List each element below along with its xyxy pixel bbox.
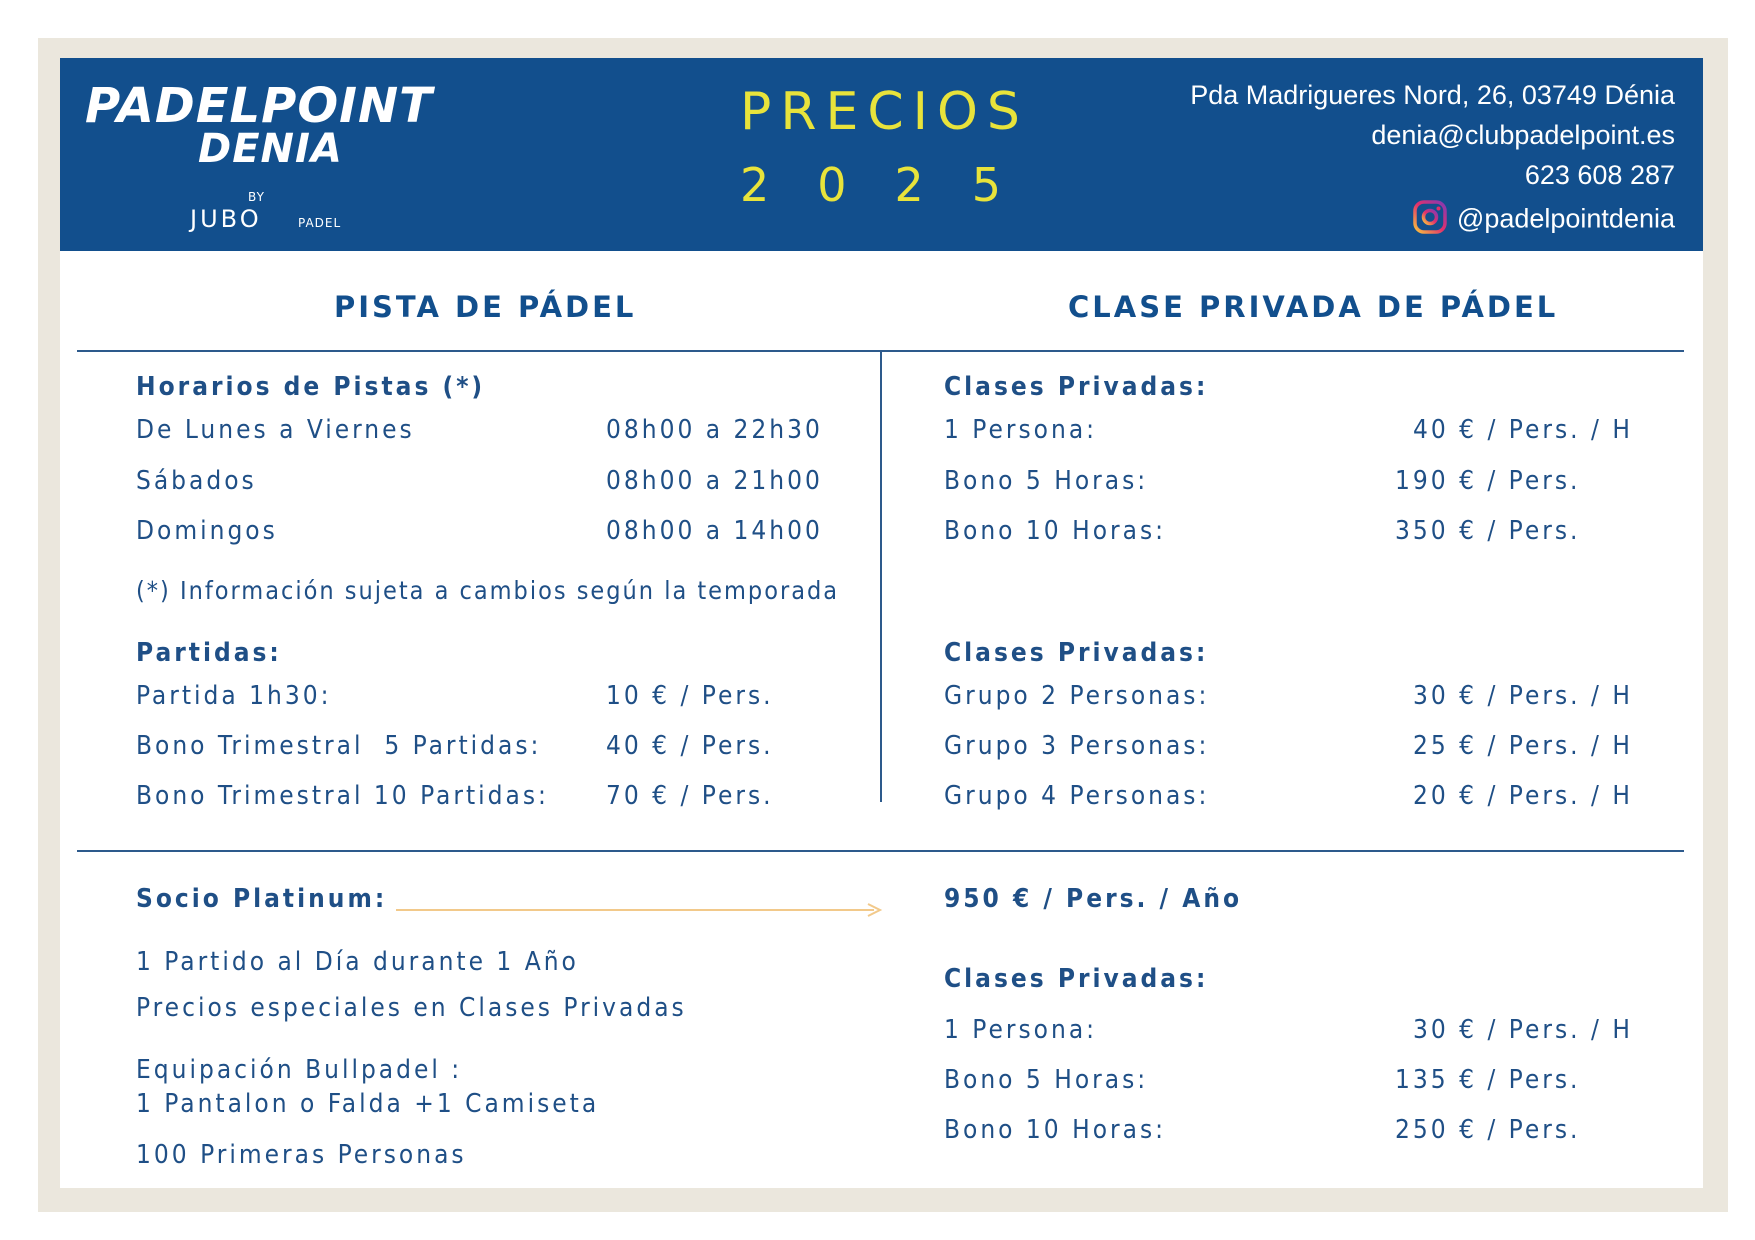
socio-clase-label: Bono 5 Horas: <box>944 1065 1149 1095</box>
partida-price: 70 € / Pers. <box>606 781 774 811</box>
horario-value: 08h00 a 22h30 <box>606 415 823 445</box>
horario-value: 08h00 a 14h00 <box>606 516 823 546</box>
horarios-heading: Horarios de Pistas (*) <box>136 372 486 402</box>
arrow-icon <box>396 900 886 920</box>
clases-heading: Clases Privadas: <box>944 638 1209 668</box>
clase-price: 20 € / Pers. / H <box>1413 781 1633 811</box>
page-title: PRECIOS <box>740 82 1029 142</box>
logo-padel: PADEL <box>298 216 342 230</box>
partida-price: 40 € / Pers. <box>606 731 774 761</box>
partida-label: Bono Trimestral 5 Partidas: <box>136 731 542 761</box>
clase-label: Bono 10 Horas: <box>944 516 1167 546</box>
clase-label: 1 Persona: <box>944 415 1098 445</box>
clase-label: Grupo 2 Personas: <box>944 681 1210 711</box>
socio-benefit: 1 Pantalon o Falda +1 Camiseta <box>136 1089 600 1119</box>
clase-price: 25 € / Pers. / H <box>1413 731 1633 761</box>
divider-vertical <box>880 352 882 802</box>
clase-price: 40 € / Pers. / H <box>1413 415 1633 445</box>
divider-bottom <box>77 850 1684 852</box>
horario-label: Sábados <box>136 466 257 496</box>
partidas-heading: Partidas: <box>136 638 282 668</box>
socio-benefit: 100 Primeras Personas <box>136 1140 467 1170</box>
clase-price: 350 € / Pers. <box>1395 516 1581 546</box>
horario-label: De Lunes a Viernes <box>136 415 415 445</box>
socio-heading: Socio Platinum: <box>136 884 388 914</box>
contact-address: Pda Madrigueres Nord, 26, 03749 Dénia <box>1190 80 1675 110</box>
clases-heading: Clases Privadas: <box>944 372 1209 402</box>
logo-by: BY <box>248 190 265 204</box>
clase-label: Grupo 3 Personas: <box>944 731 1210 761</box>
instagram-icon <box>1413 200 1447 241</box>
contact-instagram[interactable] <box>1413 200 1675 241</box>
socio-benefit: Precios especiales en Clases Privadas <box>136 993 687 1023</box>
socio-clases-heading: Clases Privadas: <box>944 964 1209 994</box>
partida-label: Bono Trimestral 10 Partidas: <box>136 781 549 811</box>
contact-email[interactable]: denia@clubpadelpoint.es <box>1371 120 1675 150</box>
socio-clase-label: Bono 10 Horas: <box>944 1115 1167 1145</box>
clase-label: Grupo 4 Personas: <box>944 781 1210 811</box>
socio-price: 950 € / Pers. / Año <box>944 884 1243 914</box>
logo-jubo: JUBO <box>190 205 262 233</box>
horarios-note: (*) Información sujeta a cambios según la temporada <box>136 576 840 605</box>
socio-benefit: Equipación Bullpadel : <box>136 1055 463 1085</box>
socio-clase-label: 1 Persona: <box>944 1015 1098 1045</box>
socio-clase-price: 135 € / Pers. <box>1395 1065 1581 1095</box>
horario-label: Domingos <box>136 516 278 546</box>
partida-label: Partida 1h30: <box>136 681 332 711</box>
instagram-handle: @padelpointdenia <box>1456 203 1675 234</box>
logo-denia: DENIA <box>198 126 343 172</box>
clase-price: 30 € / Pers. / H <box>1413 681 1633 711</box>
section-title-clase: CLASE PRIVADA DE PÁDEL <box>1068 290 1559 324</box>
socio-clase-price: 250 € / Pers. <box>1395 1115 1581 1145</box>
contact-phone[interactable]: 623 608 287 <box>1524 160 1675 190</box>
partida-price: 10 € / Pers. <box>606 681 774 711</box>
clase-label: Bono 5 Horas: <box>944 466 1149 496</box>
socio-clase-price: 30 € / Pers. / H <box>1413 1015 1633 1045</box>
clase-price: 190 € / Pers. <box>1395 466 1581 496</box>
section-title-pista: PISTA DE PÁDEL <box>334 290 637 324</box>
page-year: 2025 <box>740 158 1050 212</box>
horario-value: 08h00 a 21h00 <box>606 466 823 496</box>
socio-benefit: 1 Partido al Día durante 1 Año <box>136 947 579 977</box>
logo-padelpoint: PADELPOINT <box>85 78 433 134</box>
